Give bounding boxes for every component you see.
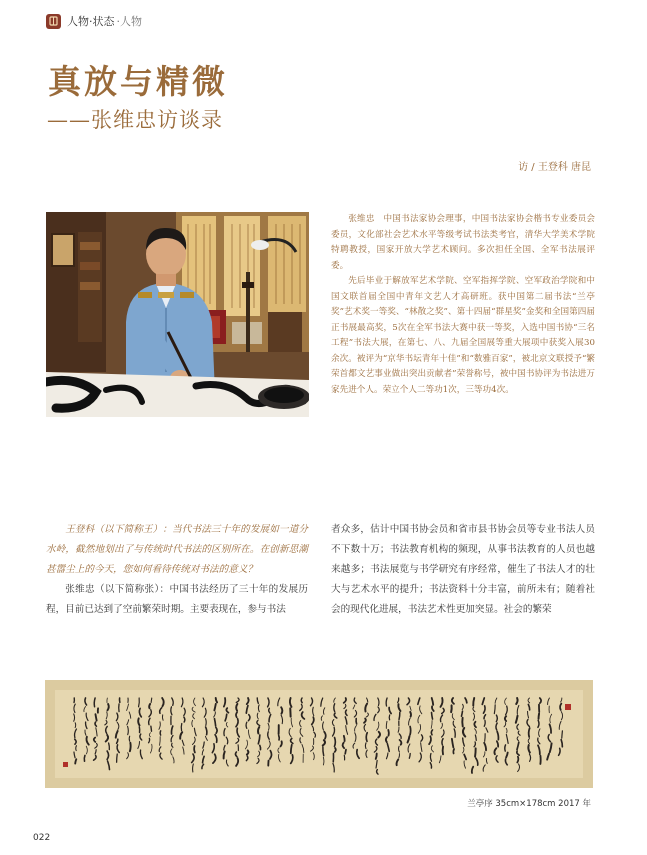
article-subtitle: ——张维忠访谈录 [47,108,223,132]
interview-answer: 张维忠（以下简称张）：中国书法经历了三十年的发展历程，目前已达到了空前繁荣时期。主要表现在，参与书法 [46,584,308,615]
section-sublabel: ·人物 [116,15,142,28]
bio-paragraph-1: 张维忠 中国书法家协会理事，中国书法家协会楷书专业委员会委员，文化部社会艺术水平等级考试书法类考官，清华大学美术学院特聘教授，国家开放大学艺术顾问。多次担任全国、全军书法展评委。 [331,214,595,271]
interview-left-column [46,520,308,620]
interview-answer-continued: 者众多，估计中国书协会员和省市县书协会员等专业书法人员不下数十万；书法教育机构的频现，从事书法教育的人员也越来越多；书法展览与书学研究有序经常，催生了书法人才的壮大与艺术水平的提升；书法资料十分丰富，前所未有；随着社会的现代化进展，书法艺术性更加突显。社会的繁荣 [331,524,595,615]
book-icon [46,14,61,29]
author-bio [331,212,595,398]
calligraphy-artwork [45,680,593,788]
interview-right-column [331,520,595,620]
section-header [46,13,142,29]
article-title: 真放与精微 [48,62,228,101]
page-number: 022 [33,833,51,843]
artwork-caption: 兰亭序 35cm×178cm 2017 年 [467,799,591,809]
bio-paragraph-2: 先后毕业于解放军艺术学院、空军指挥学院、空军政治学院和中国文联首届全国中青年文艺人才高研班。获中国第二届书法“兰亭奖”艺术奖一等奖、“林散之奖”、第十四届“群星奖”金奖和全国第四届正书展最高奖，5次在全军书法大赛中获一等奖，入选中国书协“三名工程”书法大展，在第七、八、九届全国展等重大展项中获奖入展30余次。被评为“京华书坛青年十佳”和“数雅百家”，被北京文联授予“繁荣首都文艺事业做出突出贡献者”荣誉称号，被中国书协评为书法进万家先进个人。荣立个人二等功1次，三等功4次。 [331,276,595,395]
artist-photo [46,212,309,417]
interview-question: 王登科（以下简称王）：当代书法三十年的发展如一道分水岭，截然地划出了与传统时代书法的区别所在。在创新思潮甚嚣尘上的今天，您如何看待传统对书法的意义？ [46,524,308,575]
section-label: 人物·状态 [67,15,115,28]
byline: 访 / 王登科 唐昆 [518,162,591,173]
